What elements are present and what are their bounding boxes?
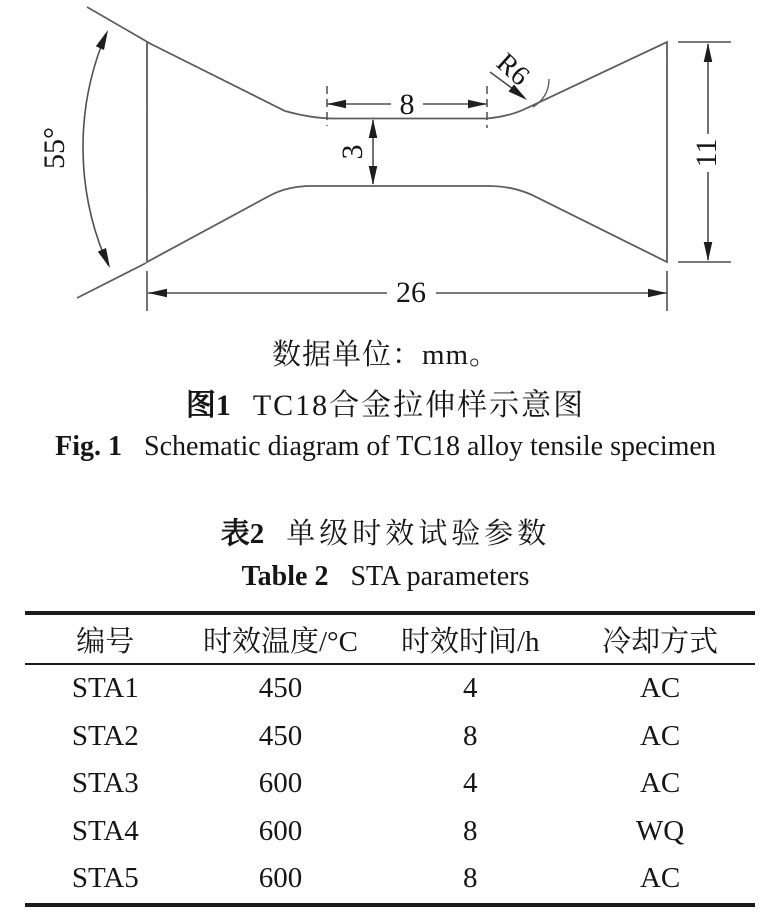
cell-cooling: WQ [635, 814, 685, 847]
dim-label-fillet-radius: R6 [490, 47, 536, 93]
total-length-arrow-left [148, 289, 167, 298]
gauge-width-arrow-up [369, 119, 378, 138]
col-header-id: 编号 [25, 613, 186, 664]
cell-id: STA2 [71, 719, 139, 752]
dim-label-total-length: 26 [396, 276, 426, 309]
cell-temperature: 600 [258, 767, 303, 800]
cell-id: STA1 [71, 672, 139, 705]
cell-temperature: 450 [258, 672, 303, 705]
cell-time: 4 [463, 672, 478, 705]
fillet-radius-arc [533, 79, 549, 107]
figure-caption-zh-text: TC18合金拉伸样示意图 [252, 389, 586, 422]
dim-label-grip-width: 11 [690, 138, 723, 168]
gauge-length-arrow-left [327, 100, 346, 109]
sta-parameters-table [25, 611, 755, 907]
figure-caption-en [0, 431, 771, 463]
cell-cooling: AC [639, 672, 681, 705]
table-row [25, 855, 755, 905]
table-caption-zh [0, 511, 771, 552]
cell-time: 8 [463, 862, 478, 895]
cell-cooling: AC [639, 719, 681, 752]
angle-arc-arrow-top [96, 30, 108, 50]
col-header-aging-temperature: 时效温度/°C [186, 613, 376, 664]
table-row [25, 760, 755, 808]
table-caption-en-text: STA parameters [350, 561, 530, 592]
tensile-specimen-diagram [0, 0, 771, 330]
cell-temperature: 600 [258, 814, 303, 847]
cell-time: 8 [463, 814, 478, 847]
angle-arc-arrow-bottom [98, 248, 110, 268]
cell-id: STA5 [71, 862, 139, 895]
table-caption-en-label: Table 2 [241, 561, 329, 592]
angle-extension-bottom [77, 263, 146, 298]
dim-label-gauge-length: 8 [399, 88, 415, 121]
table-caption-zh-label: 表2 [220, 518, 265, 550]
grip-width-arrow-up [704, 43, 713, 62]
specimen-outline [147, 42, 667, 262]
grip-width-arrow-down [704, 242, 713, 261]
gauge-length-arrow-right [468, 100, 487, 109]
col-header-aging-time: 时效时间/h [375, 613, 565, 664]
angle-arc [83, 34, 108, 265]
table-row [25, 664, 755, 713]
dim-label-shoulder-angle: 55° [38, 127, 71, 169]
col-header-cooling-method: 冷却方式 [565, 613, 755, 664]
table-caption-en [0, 561, 771, 593]
unit-note: 数据单位：mm。 [271, 339, 500, 371]
figure-caption-zh-label: 图1 [185, 389, 231, 422]
figure-caption-en-text: Schematic diagram of TC18 alloy tensile specimen [144, 431, 716, 462]
dim-label-gauge-width: 3 [336, 144, 369, 160]
gauge-width-arrow-down [369, 166, 378, 185]
figure-caption-zh [0, 380, 771, 424]
cell-time: 8 [463, 719, 478, 752]
table-header-row [25, 613, 755, 664]
cell-id: STA3 [71, 767, 139, 800]
figure-caption-en-label: Fig. 1 [55, 431, 123, 462]
angle-extension-top [87, 7, 151, 44]
cell-id: STA4 [71, 814, 139, 847]
table-row [25, 808, 755, 856]
table-caption-zh-text: 单级时效试验参数 [286, 518, 551, 550]
total-length-arrow-right [648, 289, 667, 298]
table-row [25, 713, 755, 761]
cell-cooling: AC [639, 767, 681, 800]
cell-time: 4 [463, 767, 478, 800]
cell-cooling: AC [639, 862, 681, 895]
cell-temperature: 450 [258, 719, 303, 752]
cell-temperature: 600 [258, 862, 303, 895]
